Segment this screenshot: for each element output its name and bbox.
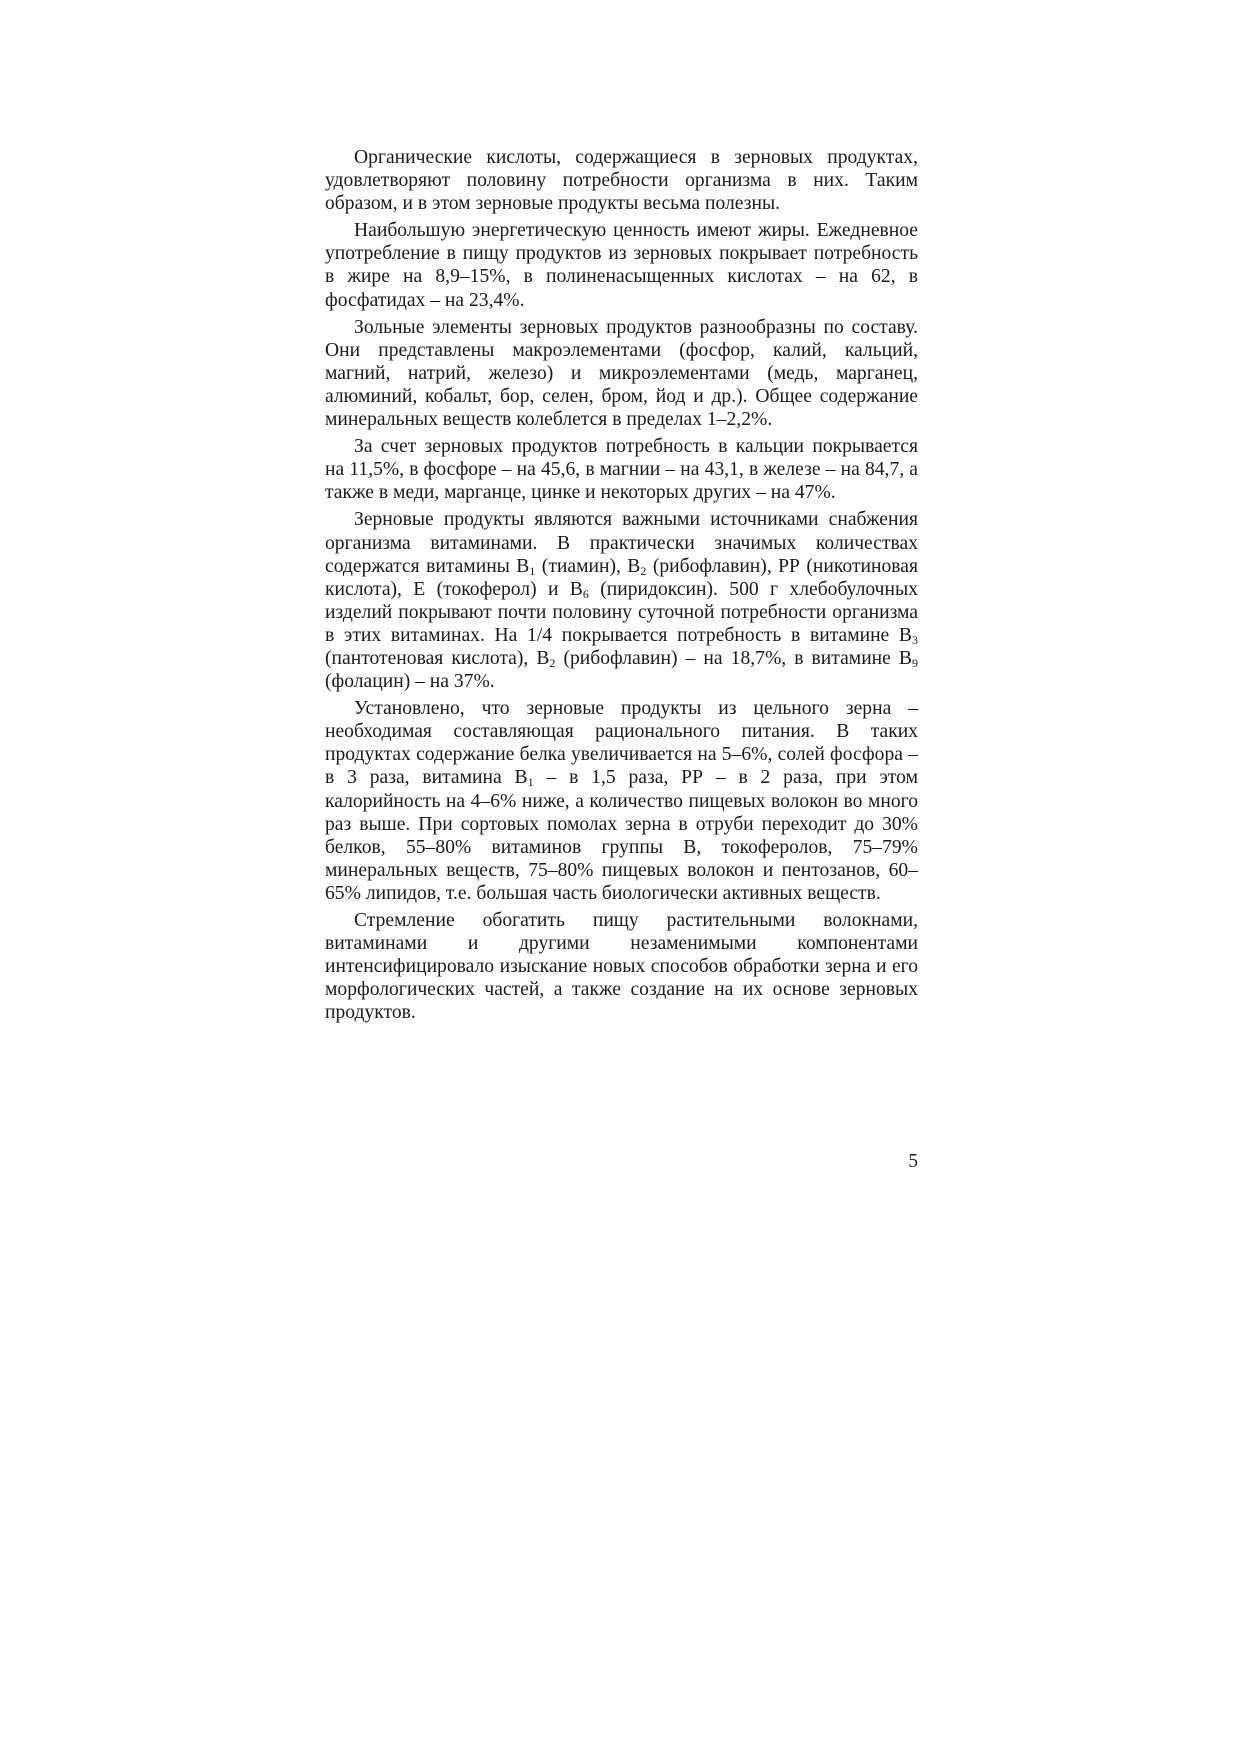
text-run: (рибофлавин) – на 18,7%, в витамине В	[555, 647, 912, 669]
paragraph-vitamins	[325, 508, 918, 693]
text-run: Установлено, что зерновые продукты из цельного зерна – необходимая составляющая рационального питания. В таких продуктах содержание белка увеличивается на 5–6%, солей фосфора – в 3 раза, витамина В	[325, 698, 918, 789]
subscript: 3	[912, 632, 918, 647]
paragraph-calcium: За счет зерновых продуктов потребность в кальции покрывается на 11,5%, в фосфоре – на 45,6, в магнии – на 43,1, в железе – на 84,7, а также в меди, марганце, цинке и некоторых других – на 47%.	[325, 436, 918, 504]
paragraph-enrichment: Стремление обогатить пищу растительными волокнами, витаминами и другими незаменимыми компонентами интенсифицировало изыскание новых способов обработки зерна и его морфологических частей, а также создание на их основе зерновых продуктов.	[325, 910, 918, 1024]
subscript: 6	[582, 586, 589, 601]
text-run: (тиамин), В	[535, 555, 641, 577]
page-number: 5	[908, 1151, 918, 1172]
paragraph-whole-grain	[325, 697, 918, 905]
subscript: 1	[529, 563, 536, 578]
subscript: 1	[527, 775, 534, 790]
text-run: (пиридоксин). 500 г хлебобулочных изделий покрывают почти половину суточной потребности организма в этих витаминах. На 1/4 покрывается потребность в витамине В	[325, 578, 918, 646]
paragraph-ash-elements: Зольные элементы зерновых продуктов разнообразны по составу. Они представлены макроэлементами (фосфор, калий, кальций, магний, натрий, железо) и микроэлементами (медь, марганец, алюминий, кобальт, бор, селен, бром, йод и др.). Общее содержание минеральных веществ колеблется в пределах 1–2,2%.	[325, 316, 918, 431]
subscript: 9	[912, 655, 918, 670]
subscript: 2	[640, 563, 647, 578]
paragraph-fats: Наибольшую энергетическую ценность имеют жиры. Ежедневное употребление в пищу продуктов из зерновых покрывает потребность в жире на 8,9–15%, в полиненасыщенных кислотах – на 62, в фосфатидах – на 23,4%.	[325, 220, 918, 311]
text-run: Зерновые продукты являются важными источниками снабжения организма витаминами. В практически значимых количествах содержатся витамины В	[325, 509, 918, 577]
text-run: (пантотеновая кислота), В	[325, 647, 550, 669]
body-text	[325, 146, 918, 1028]
subscript: 2	[549, 655, 556, 670]
text-run: (рибофлавин), РР (никотиновая кислота), Е (токоферол) и В	[325, 555, 918, 600]
text-run: (фолацин) – на 37%.	[325, 671, 495, 693]
text-run: – в 1,5 раза, РР – в 2 раза, при этом калорийность на 4–6% ниже, а количество пищевых волокон во много раз выше. При сортовых помолах зерна в отруби переходит до 30% белков, 55–80% витаминов группы В, токоферолов, 75–79% минеральных веществ, 75–80% пищевых волокон и пентозанов, 60–65% липидов, т.е. большая часть биологически активных веществ.	[325, 767, 918, 904]
paragraph-organic-acids: Органические кислоты, содержащиеся в зерновых продуктах, удовлетворяют половину потребности организма в них. Таким образом, и в этом зерновые продукты весьма полезны.	[325, 147, 918, 215]
